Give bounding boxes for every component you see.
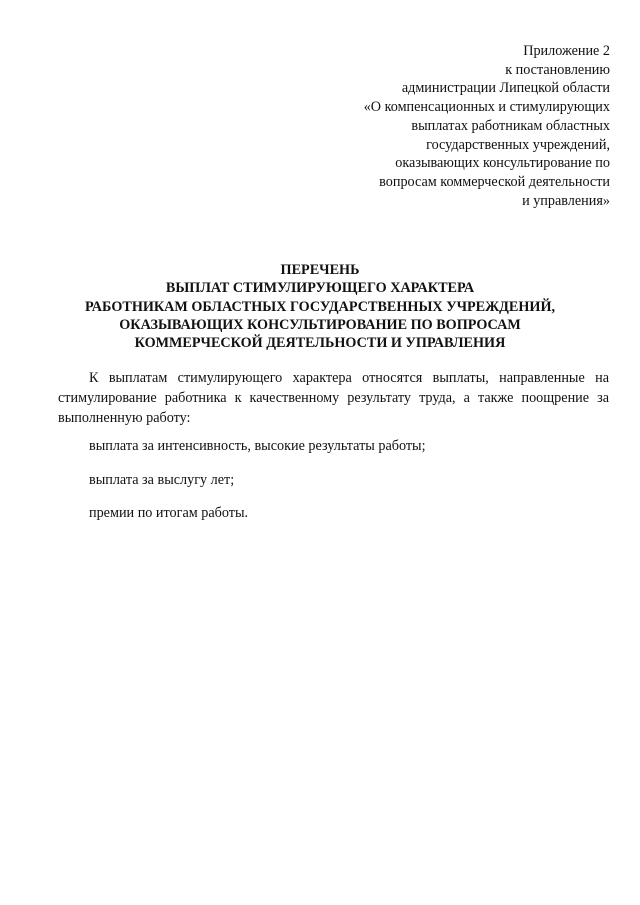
appendix-line: выплатах работникам областных xyxy=(411,117,610,134)
appendix-line: администрации Липецкой области xyxy=(401,80,610,97)
intro-line: выполненную работу: xyxy=(58,410,191,426)
appendix-header xyxy=(250,42,610,210)
appendix-line: оказывающих консультирование по xyxy=(395,155,610,172)
list-item: премии по итогам работы. xyxy=(89,505,249,521)
appendix-line: к постановлению xyxy=(505,61,610,78)
appendix-line: вопросам коммерческой деятельности xyxy=(379,173,610,190)
title-line: ПЕРЕЧЕНЬ xyxy=(280,262,360,278)
appendix-line: и управления» xyxy=(522,192,610,209)
appendix-line: Приложение 2 xyxy=(523,43,610,59)
title-line: ВЫПЛАТ СТИМУЛИРУЮЩЕГО ХАРАКТЕРА xyxy=(165,280,475,297)
title-line: КОММЕРЧЕСКОЙ ДЕЯТЕЛЬНОСТИ И УПРАВЛЕНИЯ xyxy=(134,335,506,352)
title-line: ОКАЗЫВАЮЩИХ КОНСУЛЬТИРОВАНИЕ ПО ВОПРОСАМ xyxy=(119,316,521,333)
appendix-line: «О компенсационных и стимулирующих xyxy=(363,99,610,116)
list-item: выплата за выслугу лет; xyxy=(89,472,235,488)
intro-line: К выплатам стимулирующего характера относятся выплаты, направленные на xyxy=(89,370,609,386)
title-line: РАБОТНИКАМ ОБЛАСТНЫХ ГОСУДАРСТВЕННЫХ УЧРЕЖДЕНИЙ, xyxy=(84,298,556,315)
appendix-line: государственных учреждений, xyxy=(426,136,610,153)
list-item: выплата за интенсивность, высокие результаты работы; xyxy=(89,438,426,454)
intro-line: стимулирование работника к качественному результату труда, а также поощрение за xyxy=(58,390,609,406)
intro-paragraph xyxy=(58,368,609,428)
document-title xyxy=(30,261,610,352)
